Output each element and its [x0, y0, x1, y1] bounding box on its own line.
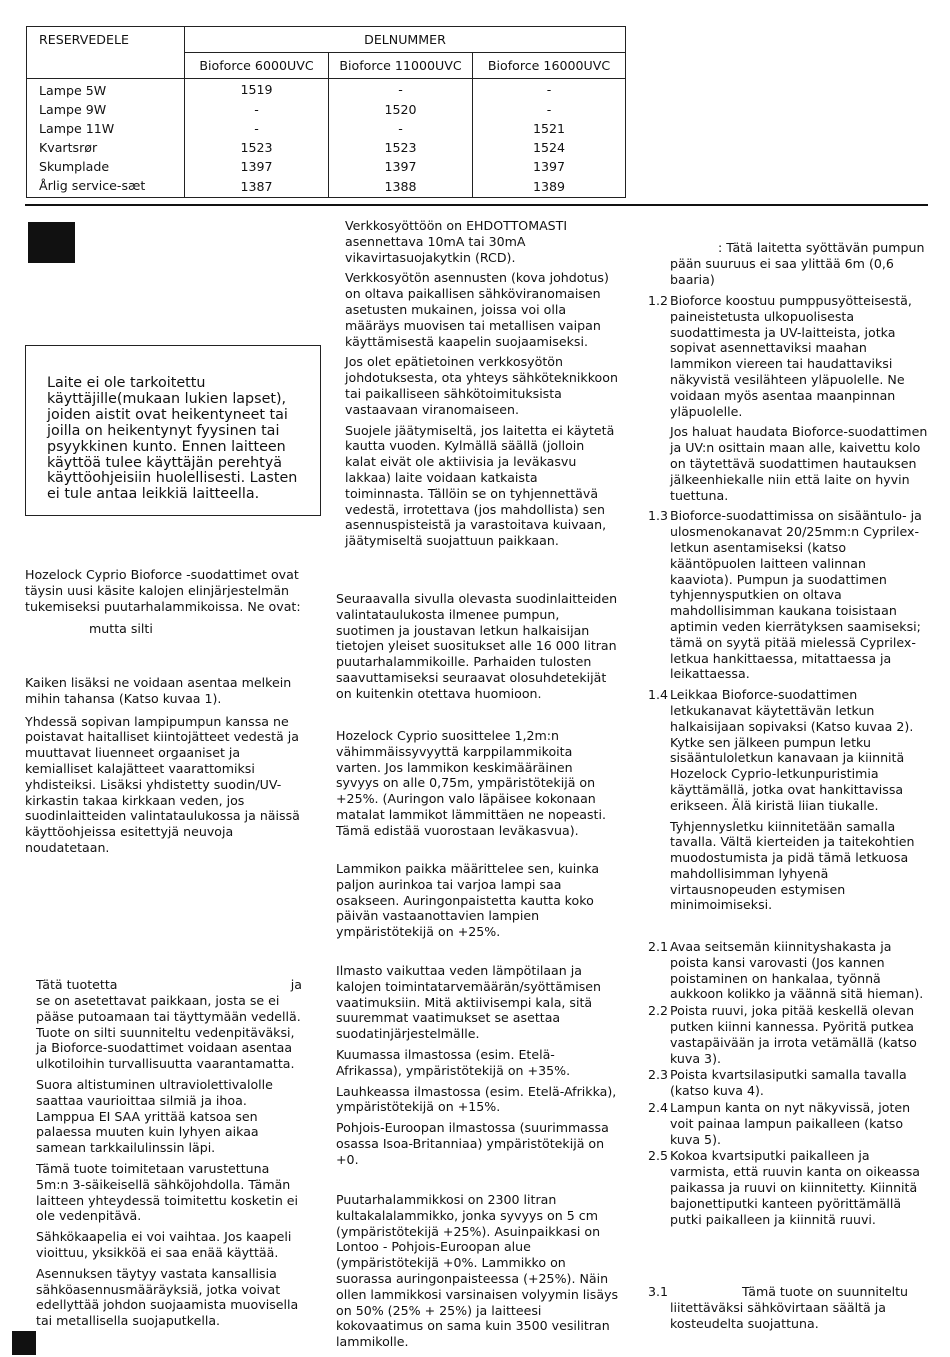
model-16000: Bioforce 16000UVC — [473, 53, 626, 79]
warning-box — [25, 345, 321, 516]
horizontal-divider — [25, 204, 928, 206]
tata-tuotetta-text: Tätä tuotetta — [36, 977, 118, 992]
table-row: Årlig service-sæt 1387 1388 1389 — [27, 176, 626, 198]
list-item: 2.5 Kokoa kvartsiputki paikalleen ja varmista, että ruuvin kanta on oikeassa paikassa ja ruuvi on kiinnitetty. Kiinnitä bajonettiputki kanteen pyörittämällä putki paikalleen ja kiinnitä ruuvi. — [648, 1148, 921, 1227]
header-parts: RESERVEDELE — [27, 27, 185, 53]
pressure-note: : Tätä laitetta syöttävän pumpun pään suuruus ei saa ylittää 6m (0,6 baaria) — [670, 240, 925, 287]
list-item: 2.2 Poista ruuvi, joka pitää keskellä olevan putken kiinni kannessa. Pyöritä putkea vastapäivään ja irrota vetämällä (katso kuva 3). — [648, 1003, 917, 1066]
list-item-continued: Jos haluat haudata Bioforce-suodattimen ja UV:n osittain maan alle, kaivettu kolo on täytettävä suodattimen hautauksen jälkeenhiekalle niin että laite on hyvin tuettuna. — [670, 424, 928, 503]
list-item: 2.4 Lampun kanta on nyt näkyvissä, joten voit painaa lampun paikalleen (katso kuva 5). — [648, 1099, 911, 1147]
middle-column — [345, 218, 619, 554]
asennus-text: Asennuksen täytyy vastata kansallisia sähköasennusmääräyksiä, jotka voivat edellyttää johdon suojaamista muovisella tai metallisella suojaputkella. — [36, 1265, 299, 1329]
mild-climate-text: Lauhkeassa ilmastossa (esim. Etelä-Afrikka), ympäristötekijä on +15%. — [336, 1083, 617, 1115]
language-marker-square — [28, 222, 75, 263]
table-row: Lampe 5W 1519 - - — [27, 79, 626, 101]
table-models-row — [27, 53, 626, 79]
kaapeli-text: Sähkökaapelia ei voi vaihtaa. Jos kaapeli vioittuu, yksikköä ei saa enää käyttää. — [36, 1229, 292, 1260]
list-item: 1.4 Leikkaa Bioforce-suodattimen letkukanavat käytettävän letkun halkaisijaan sopivaksi (Katso kuvaa 2). Kytke sen jälkeen pumpun letku sisääntuloletkun kanavaan ja kiinnitä Hozelock Cyprio-letkunpuristimia käyttämällä, jotka ovat hankittavissa erikseen. Älä kiristä liian tiukalle. — [648, 687, 914, 813]
frost-text: Suojele jäätymiseltä, jos laitetta ei käytetä kautta vuoden. Kylmällä säällä (jolloin kalat eivät ole aktiivisia ja leväkasvu lakkaa) laite voidaan katkaista toiminnasta. Tällöin se on tyhjennettävä vedestä, irrotettava (jos mahdollista) sen asennuspisteistä ja varastoitava kuivaan, jäätymiseltä suojattuun paikkaan. — [345, 422, 615, 549]
yhdessa-text: Yhdessä sopivan lampipumpun kanssa ne poistavat haitalliset kiintojätteet vedestä ja muuttavat liuenneet orgaaniset ja kemialliset kalajätteet vaarattomiksi yhdisteiksi. Lisäksi yhdistetty suodin/UV-kirkastin takaa kirkkaan veden, jos suodinlaitteiden valintataulukossa ja näissä käyttöohjeissa esitettyjä neuvoja noudatetaan. — [25, 713, 300, 855]
table-header-row — [27, 27, 626, 53]
model-11000: Bioforce 11000UVC — [329, 53, 473, 79]
spare-parts-table — [26, 26, 626, 198]
table-row: Skumplade 1397 1397 1397 — [27, 157, 626, 176]
tata-rest-text: se on asetettavat paikkaan, josta se ei pääse putoamaan tai täyttymään vedellä. Tuote on silti suunniteltu vedenpitäväksi, ja Bioforce-suodattimet voidaan asentaa ulkotiloihin turvallisuutta vaarantamatta. — [36, 993, 301, 1072]
suora-text: Suora altistuminen ultraviolettivalolle saattaa vaurioittaa silmiä ja ihoa. Lamppua EI SAA yrittää katsoa sen palaessa muuten kuin lyhyen aikaa samean tarkkailulinssin läpi. — [36, 1076, 273, 1156]
left-column — [25, 567, 310, 619]
mutta-silti-text: mutta silti — [89, 621, 153, 636]
toimitetaan-text: Tämä tuote toimitetaan varustettuna 5m:n 3-säikeisellä sähköjohdolla. Tämän laitteen yhteydessä toimitettu kosketin ei ole vedenpitävä. — [36, 1160, 299, 1224]
selection-text: Seuraavalla sivulla olevasta suodinlaitteiden valintataulukosta ilmenee pumpun, suotimen ja joustavan letkun halkaisijan tietojen yleiset suositukset alle 16 000 litran puutarhalammikoille. Parhaiden tulosten saavuttamiseksi seuraavat olosuhdetekijät on kuitenkin otettava huomioon. — [336, 591, 618, 701]
hot-climate-text: Kuumassa ilmastossa (esim. Etelä-Afrikassa), ympäristötekijä on +35%. — [336, 1046, 571, 1078]
hardwire-text: Verkkosyötön asennusten (kova johdotus) on oltava paikallisen sähköviranomaisen asetusten mukainen, joissa voi olla määräys muovisen tai metallisen vaipan käyttämisestä kaapelin suojaamiseksi. — [345, 270, 609, 349]
unsure-text: Jos olet epätietoinen verkkosyötön johdotuksesta, ota yhteys sähköteknikkoon tai paikalliseen sähkötoimituksista vastaavaan viranomaiseen. — [345, 354, 618, 417]
climate-text: Ilmasto vaikuttaa veden lämpötilaan ja kalojen toimintatarvemäärän/syöttämisen vaatimuksiin. Mitä aktiivisempi kala, sitä suuremmat vaatimukset se asettaa suodatinjärjestelmälle. — [336, 963, 601, 1042]
kaiken-text: Kaiken lisäksi ne voidaan asentaa melkein mihin tahansa (Katso kuvaa 1). — [25, 675, 292, 706]
right-column — [648, 293, 932, 918]
page-marker-square — [12, 1331, 36, 1355]
location-text: Lammikon paikka määrittelee sen, kuinka paljon aurinkoa tai varjoa lampi saa osakseen. Auringonpaistetta kautta koko päivän vastaanottavien lampien ympäristötekijä on +25%. — [336, 861, 600, 940]
header-partno: DELNUMMER — [185, 27, 626, 53]
intro-text: Hozelock Cyprio Bioforce -suodattimet ovat täysin uusi käsite kalojen elinjärjestelmän tukemiseksi puutarhalammikoissa. Ne ovat: — [25, 567, 301, 614]
table-row: Lampe 11W - - 1521 — [27, 119, 626, 138]
table-row: Lampe 9W - 1520 - — [27, 100, 626, 119]
list-item: 3.1 Tämä tuote on suunniteltu liitettäväksi sähkövirtaan säältä ja kosteudelta suojattuna. — [648, 1284, 909, 1331]
ja-text: ja — [290, 977, 302, 992]
list-item: 1.3 Bioforce-suodattimissa on sisääntulo- ja ulosmenokanavat 20/25mm:n Cyprilex-letkun asentamiseksi (katso kääntöpuolen laitteen valinnan kaaviota). Pumpun ja suodattimen tyhjennysputkien on oltava mahdollisimman kaukana toisistaan aptimin veden kierrätyksen saamiseksi; tämä on syytä pitää mielessä Cyprilex-letkua hankittaessa, mitattaessa ja leikattaessa. — [648, 508, 922, 682]
rcd-text: Verkkosyöttöön on EHDOTTOMASTI asennettava 10mA tai 30mA vikavirtasuojakytkin (RCD). — [345, 218, 568, 265]
table-row: Kvartsrør 1523 1523 1524 — [27, 138, 626, 157]
list-item-continued: Tyhjennysletku kiinnitetään samalla tavalla. Vältä kierteiden ja taitekohtien muodostumista ja pidä tämä letkuosa mahdollisimman lyhyenä virtausnopeuden estymisen minimoimiseksi. — [670, 818, 915, 913]
list-item: 2.3 Poista kvartsilasiputki samalla tavalla (katso kuva 4). — [648, 1067, 907, 1099]
warning-text: Laite ei ole tarkoitettu käyttäjille(mukaan lukien lapset), joiden aistit ovat heikentyneet tai joilla on heikentynyt fyysinen tai psyykkinen kunto. Ennen laitteen käyttöä tulee käyttäjän perehtyä käyttöohjeisiin huolellisesti. Lasten ei tule antaa leikkiä laitteella. — [47, 375, 298, 503]
depth-text: Hozelock Cyprio suosittelee 1,2m:n vähimmäissyvyyttä karppilammikoita varten. Jos lammikon keskimääräinen syvyys on alle 0,75m, ympäristötekijä on +25%. (Auringon valo läpäisee kokonaan matalat lammikot lämmittäen ne nopeasti. Tämä edistää vuorostaan leväkasvua). — [336, 728, 606, 838]
list-item: 1.2 Bioforce koostuu pumppusyötteisestä, paineistetusta ulkopuolisesta suodattimesta ja UV-laitteista, jotka sopivat asennettaviksi maahan lammikon viereen tai haudattaviksi näkyvistä vesilähteen yläpuolelle. Ne voidaan myös asentaa maanpinnan yläpuolelle. — [648, 293, 912, 419]
list-item: 2.1 Avaa seitsemän kiinnityshakasta ja poista kansi varovasti (Jos kannen poistaminen on hankalaa, työnnä aukkoon kolikko ja väännä sitä hieman). — [648, 939, 924, 1002]
example-text: Puutarhalammikkosi on 2300 litran kultakalalammikko, jonka syvyys on 5 cm (ympäristötekijä +25%). Asuinpaikkasi on Lontoo - Pohjois-Euroopan alue (ympäristötekijä +0%. Lammikko on suorassa auringonpaisteessa (+25%). Näin ollen lammikkosi varsinaisen volyymin lisäys on 50% (25% + 25%) ja laitteesi kokovaatimus on sama kuin 3500 vesilitran lammikolle. — [336, 1192, 619, 1350]
model-6000: Bioforce 6000UVC — [185, 53, 329, 79]
north-climate-text: Pohjois-Euroopan ilmastossa (suurimmassa osassa Isoa-Britanniaa) ympäristötekijä on +0. — [336, 1120, 609, 1167]
